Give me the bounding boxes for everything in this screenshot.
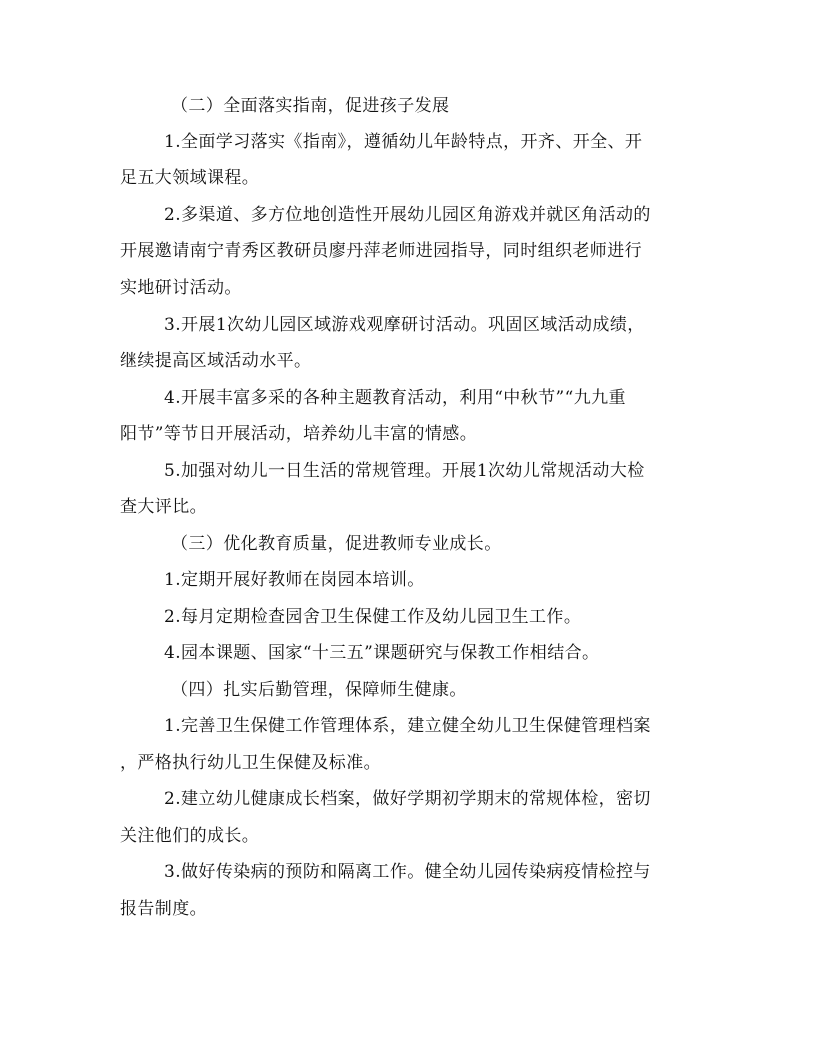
list-item: 3.做好传染病的预防和隔离工作。健全幼儿园传染病疫情检控与 [164,862,651,882]
list-item: 2.建立幼儿健康成长档案，做好学期初学期末的常规体检，密切 [164,789,651,809]
list-item-continuation: 报告制度。 [120,899,207,919]
list-item-continuation: 继续提高区域活动水平。 [120,351,312,371]
list-item-continuation: 阳节”等节日开展活动，培养幼儿丰富的情感。 [120,424,478,444]
list-item: 1.全面学习落实《指南》，遵循幼儿年龄特点，开齐、开全、开 [164,132,643,152]
list-item: 1.完善卫生保健工作管理体系，建立健全幼儿卫生保健管理档案 [164,716,651,736]
section-heading-2: （二）全面落实指南，促进孩子发展 [171,96,450,116]
list-item: 4.开展丰富多采的各种主题教育活动，利用“中秋节”“九九重 [164,388,626,408]
list-item: 1.定期开展好教师在岗园本培训。 [164,570,425,590]
list-item-continuation: 足五大领域课程。 [120,168,260,188]
list-item-continuation: ，严格执行幼儿卫生保健及标准。 [120,753,381,773]
list-item: 3.开展1次幼儿园区域游戏观摩研讨活动。巩固区域活动成绩， [164,315,645,335]
list-item: 2.多渠道、多方位地创造性开展幼儿园区角游戏并就区角活动的 [164,205,651,225]
list-item-continuation: 实地研讨活动。 [120,278,242,298]
section-heading-3: （三）优化教育质量，促进教师专业成长。 [171,534,502,554]
list-item-continuation: 查大评比。 [120,497,207,517]
list-item: 4.园本课题、国家“十三五”课题研究与保教工作相结合。 [164,643,600,663]
list-item: 2.每月定期检查园舍卫生保健工作及幼儿园卫生工作。 [164,607,582,627]
list-item: 5.加强对幼儿一日生活的常规管理。开展1次幼儿常规活动大检 [164,461,645,481]
list-item-continuation: 关注他们的成长。 [120,826,260,846]
section-heading-4: （四）扎实后勤管理，保障师生健康。 [171,680,467,700]
list-item-continuation: 开展邀请南宁青秀区教研员廖丹萍老师进园指导，同时组织老师进行 [120,241,642,261]
